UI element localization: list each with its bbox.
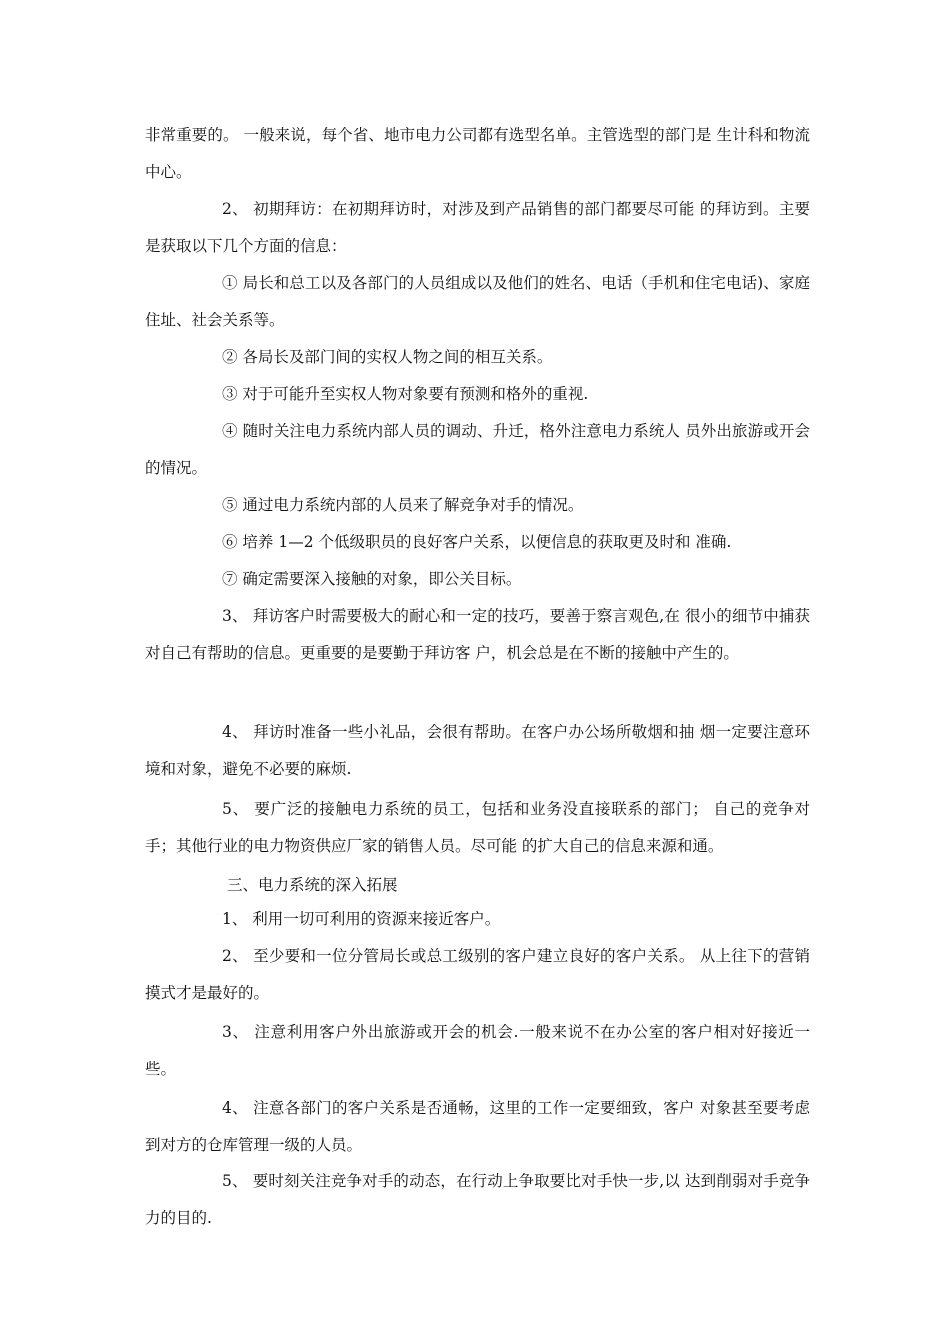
paragraph-item-2: ② 各局长及部门间的实权人物之间的相互关系。 <box>222 348 553 366</box>
paragraph-visit-gifts: 4、 拜访时准备一些小礼品，会很有帮助。在客户办公场所敬烟和抽 烟一定要注意环境和对象，避免不必要的麻烦. <box>145 723 810 778</box>
paragraph-item-7: ⑦ 确定需要深入接触的对象，即公关目标。 <box>222 570 522 588</box>
paragraph-expand-5: 5、 要时刻关注竞争对手的动态，在行动上争取要比对手快一步,以 达到削弱对手竞争力的目的. <box>145 1172 810 1227</box>
paragraph-item-3: ③ 对于可能升至实权人物对象要有预测和格外的重视. <box>222 385 589 403</box>
paragraph-expand-1: 1、 利用一切可利用的资源来接近客户。 <box>222 910 501 928</box>
paragraph-selection-list: 非常重要的。 一般来说，每个省、地市电力公司都有选型名单。主管选型的部门是 生计科和物流中心。 <box>145 126 810 181</box>
paragraph-wide-contact: 5、 要广泛的接触电力系统的员工，包括和业务没直接联系的部门； 自己的竞争对手；其他行业的电力物资供应厂家的销售人员。尽可能 的扩大自己的信息来源和通。 <box>145 800 810 855</box>
paragraph-item-4: ④ 随时关注电力系统内部人员的调动、升迁，格外注意电力系统人 员外出旅游或开会的情况。 <box>145 422 810 477</box>
paragraph-expand-2: 2、 至少要和一位分管局长或总工级别的客户建立良好的客户关系。 从上往下的营销摸式才是最好的。 <box>145 947 810 1002</box>
paragraph-initial-visit: 2、 初期拜访：在初期拜访时，对涉及到产品销售的部门都要尽可能 的拜访到。主要是获取以下几个方面的信息： <box>145 200 810 255</box>
paragraph-expand-3: 3、 注意利用客户外出旅游或开会的机会.一般来说不在办公室的客户相对好接近一些。 <box>145 1023 810 1078</box>
paragraph-item-1: ① 局长和总工以及各部门的人员组成以及他们的姓名、电话（手机和住宅电话)、家庭住址、社会关系等。 <box>145 274 810 329</box>
paragraph-item-5: ⑤ 通过电力系统内部的人员来了解竞争对手的情况。 <box>222 496 584 514</box>
section-heading: 三、电力系统的深入拓展 <box>227 876 398 894</box>
paragraph-expand-4: 4、 注意各部门的客户关系是否通畅，这里的工作一定要细致，客户 对象甚至要考虑到对方的仓库管理一级的人员。 <box>145 1099 810 1154</box>
paragraph-visit-patience: 3、 拜访客户时需要极大的耐心和一定的技巧，要善于察言观色,在 很小的细节中捕获对自己有帮助的信息。更重要的是要勤于拜访客 户，机会总是在不断的接触中产生的。 <box>145 607 810 662</box>
paragraph-item-6: ⑥ 培养 1—2 个低级职员的良好客户关系，以便信息的获取更及时和 准确. <box>222 533 732 551</box>
